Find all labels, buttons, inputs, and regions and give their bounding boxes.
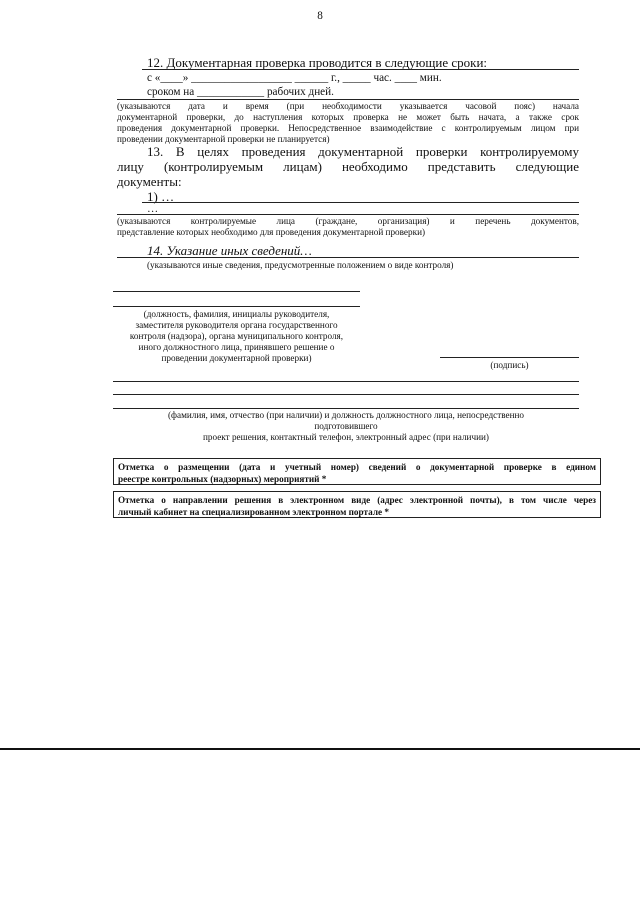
signature-line <box>440 357 579 358</box>
page-number: 8 <box>317 10 323 22</box>
signatory-line-2 <box>113 306 360 307</box>
section-12-note-line <box>117 99 579 100</box>
section-14-line <box>117 257 579 258</box>
section-13-text: 13. В целях проведения документарной проверки контролируемому лицу (контролируемым лицам) необходимо представить следующие документы: <box>117 144 579 189</box>
signatory-line-1 <box>113 291 360 292</box>
preparer-line-3 <box>113 408 579 409</box>
section-13-item-1: 1) … <box>147 189 175 204</box>
section-13-item-more: … <box>147 203 159 215</box>
preparer-note: (фамилия, имя, отчество (при наличии) и должность должностного лица, непосредственно подготовившего проект решения, контактный телефон, электронный адрес (при наличии) <box>167 410 524 442</box>
signatory-note: (должность, фамилия, инициалы руководителя, заместителя руководителя органа государственного контроля (надзора), органа муниципального контроля, иного должностного лица, принявшего решение о проведении документарной проверки) <box>129 309 344 363</box>
section-12-underline <box>142 69 579 70</box>
preparer-line-2 <box>113 394 579 395</box>
preparer-line-1 <box>113 381 579 382</box>
section-13-note: (указываются контролируемые лица (граждане, организация) и перечень документов, представление которых необходимо для проведения документарной проверки) <box>117 216 579 237</box>
section-14-heading: 14. Указание иных сведений… <box>147 243 312 258</box>
section-13-item-1-line <box>142 202 579 203</box>
section-12-heading: 12. Документарная проверка проводится в следующие сроки: <box>147 55 488 70</box>
section-12-note: (указываются дата и время (при необходимости указывается часовой пояс) начала документарной проверки, до наступления которых проверка не может быть начата, а также срок проведения документарной проверки. Непосредственное взаимодействие с контролируемым лицом при проведении документарной проверки не планируется) <box>117 101 579 144</box>
section-12-term-line: сроком на ____________ рабочих дней. <box>147 86 334 98</box>
section-13-note-line <box>117 214 579 215</box>
signature-label: (подпись) <box>490 360 529 370</box>
section-14-note: (указываются иные сведения, предусмотренные положением о виде контроля) <box>147 260 454 270</box>
registry-mark-box: Отметка о размещении (дата и учетный номер) сведений о документарной проверке в едином реестре контрольных (надзорных) мероприятий * <box>113 458 601 485</box>
section-12-start-line: с «____» __________________ ______ г., _____ час. ____ мин. <box>147 72 442 84</box>
footer-separator <box>0 748 640 750</box>
electronic-mark-box: Отметка о направлении решения в электронном виде (адрес электронной почты), в том числе через личный кабинет на специализированном электронном портале * <box>113 491 601 518</box>
